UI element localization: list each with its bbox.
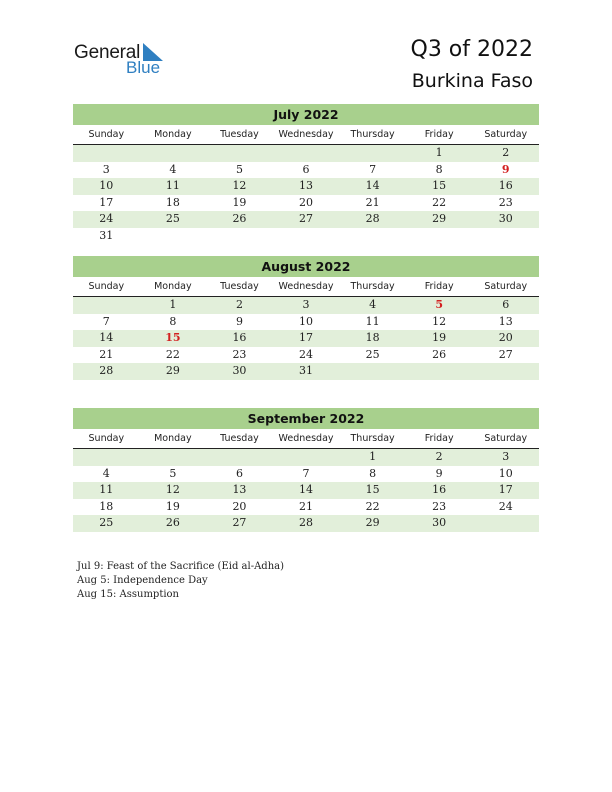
day-cell: 13 [299, 179, 314, 192]
week-row [73, 499, 539, 516]
day-cell: 30 [232, 364, 247, 377]
day-cell [140, 145, 207, 162]
weekday-label: Thursday [350, 129, 395, 140]
weekday-label: Sunday [88, 433, 125, 444]
day-cell [140, 449, 207, 466]
day-cell: 21 [365, 195, 380, 209]
day-cell: 1 [369, 450, 377, 463]
day-cell: 3 [302, 298, 310, 311]
day-cell: 13 [498, 314, 513, 328]
day-cell: 2 [435, 450, 443, 463]
day-cell [472, 515, 539, 532]
day-cell: 1 [169, 298, 177, 311]
day-cell: 11 [365, 314, 380, 328]
week-row [73, 466, 539, 483]
day-cell: 6 [235, 466, 243, 480]
day-cell: 28 [99, 364, 114, 377]
day-cell: 7 [102, 314, 110, 328]
day-cell: 27 [299, 212, 314, 225]
day-cell: 6 [502, 298, 510, 311]
month-calendar-september [73, 408, 539, 532]
month-calendar-july [73, 104, 539, 244]
logo-text-blue: Blue [126, 58, 161, 77]
week-row [73, 145, 539, 162]
day-cell [339, 228, 406, 245]
day-cell: 20 [299, 195, 314, 209]
logo-text-general: General [74, 42, 141, 63]
day-cell: 16 [498, 179, 513, 192]
day-cell: 22 [365, 499, 380, 513]
day-cell: 15 [365, 483, 380, 496]
day-cell: 23 [232, 347, 247, 361]
page-title: Q3 of 2022 [410, 37, 533, 62]
day-cell: 29 [432, 212, 447, 225]
day-cell: 21 [99, 347, 114, 361]
day-cell: 13 [232, 483, 247, 496]
day-cell: 2 [502, 146, 510, 159]
weekday-label: Tuesday [220, 129, 259, 140]
day-cell: 17 [498, 483, 513, 496]
day-cell: 2 [235, 298, 243, 311]
day-cell: 28 [365, 212, 380, 225]
holiday-day-cell: 9 [501, 162, 510, 176]
day-cell: 24 [299, 347, 314, 361]
day-cell [406, 363, 473, 380]
day-cell: 4 [169, 162, 177, 176]
weekday-label: Wednesday [278, 281, 334, 292]
day-cell [206, 145, 273, 162]
day-cell [406, 228, 473, 245]
day-cell: 19 [165, 499, 180, 513]
weekday-label: Sunday [88, 281, 125, 292]
day-cell: 8 [435, 162, 443, 176]
day-cell [339, 363, 406, 380]
day-cell: 22 [432, 195, 447, 209]
day-cell [73, 297, 140, 314]
week-row [73, 330, 539, 347]
week-row [73, 228, 539, 245]
day-cell: 7 [369, 162, 377, 176]
day-cell: 27 [232, 516, 247, 529]
weekday-label: Monday [154, 281, 192, 292]
day-cell: 19 [232, 195, 247, 209]
day-cell: 12 [232, 179, 247, 192]
day-cell: 14 [299, 483, 314, 496]
day-cell: 3 [102, 162, 110, 176]
day-cell: 31 [99, 228, 114, 242]
weekday-label: Saturday [484, 281, 528, 292]
day-cell: 14 [365, 179, 380, 192]
day-cell: 9 [235, 314, 243, 328]
week-row [73, 314, 539, 331]
day-cell: 30 [498, 212, 513, 225]
day-cell [472, 228, 539, 245]
day-cell: 25 [165, 212, 180, 225]
day-cell [73, 145, 140, 162]
week-row [73, 211, 539, 228]
weekday-label: Saturday [484, 129, 528, 140]
day-cell: 3 [502, 450, 510, 463]
week-row [73, 178, 539, 195]
day-cell: 5 [169, 466, 177, 480]
day-cell [339, 145, 406, 162]
day-cell: 28 [299, 516, 314, 529]
day-cell: 30 [432, 516, 447, 529]
day-cell: 11 [99, 483, 114, 496]
week-row [73, 363, 539, 380]
day-cell [273, 228, 340, 245]
holiday-note: Aug 15: Assumption [77, 589, 180, 600]
day-cell: 10 [299, 314, 314, 328]
week-row [73, 297, 539, 314]
weekday-label: Wednesday [278, 129, 334, 140]
holiday-day-cell: 15 [165, 331, 181, 344]
day-cell [73, 449, 140, 466]
day-cell: 21 [299, 499, 314, 513]
day-cell: 10 [99, 179, 114, 192]
day-cell: 20 [498, 331, 513, 344]
week-row [73, 449, 539, 466]
weekday-label: Friday [424, 433, 454, 444]
day-cell [140, 228, 207, 245]
holiday-notes [77, 560, 284, 602]
weekday-label: Tuesday [220, 433, 259, 444]
day-cell: 8 [369, 466, 377, 480]
day-cell: 26 [165, 516, 180, 529]
day-cell: 5 [235, 162, 243, 176]
weekday-header-row [73, 430, 539, 449]
weekday-label: Monday [154, 129, 192, 140]
day-cell: 26 [432, 347, 447, 361]
day-cell: 24 [498, 499, 513, 513]
month-calendar-august [73, 256, 539, 380]
weekday-label: Friday [424, 129, 454, 140]
weekday-label: Thursday [350, 433, 395, 444]
day-cell: 10 [498, 466, 513, 480]
holiday-note: Jul 9: Feast of the Sacrifice (Eid al-Adha) [77, 561, 284, 572]
day-cell: 17 [299, 331, 314, 344]
holiday-day-cell: 5 [435, 298, 443, 311]
day-cell [206, 449, 273, 466]
day-cell: 9 [435, 466, 443, 480]
day-cell: 31 [299, 364, 314, 377]
day-cell [273, 145, 340, 162]
day-cell: 4 [369, 298, 377, 311]
day-cell: 25 [365, 347, 380, 361]
day-cell: 20 [232, 499, 247, 513]
weekday-header-row [73, 126, 539, 145]
day-cell: 18 [99, 499, 114, 513]
day-cell: 11 [165, 179, 180, 192]
week-row [73, 162, 539, 179]
day-cell: 25 [99, 516, 114, 529]
week-row [73, 482, 539, 499]
day-cell: 24 [99, 212, 114, 225]
country-name: Burkina Faso [411, 70, 533, 92]
day-cell: 23 [498, 195, 513, 209]
day-cell: 12 [432, 314, 447, 328]
day-cell: 18 [165, 195, 180, 209]
weekday-label: Thursday [350, 281, 395, 292]
day-cell: 6 [302, 162, 310, 176]
day-cell: 8 [169, 314, 177, 328]
day-cell: 1 [435, 146, 443, 159]
weekday-label: Tuesday [220, 281, 259, 292]
weekday-label: Wednesday [278, 433, 334, 444]
day-cell: 26 [232, 212, 247, 225]
day-cell: 7 [302, 466, 310, 480]
day-cell: 4 [102, 466, 110, 480]
day-cell [273, 449, 340, 466]
day-cell: 19 [432, 331, 447, 344]
month-title: July 2022 [73, 104, 539, 125]
day-cell: 16 [232, 331, 247, 344]
weekday-label: Saturday [484, 433, 528, 444]
day-cell: 29 [365, 516, 380, 529]
week-row [73, 195, 539, 212]
day-cell: 23 [432, 499, 447, 513]
day-cell [206, 228, 273, 245]
brand-logo [74, 42, 184, 78]
day-cell: 12 [165, 483, 180, 496]
week-row [73, 515, 539, 532]
weekday-header-row [73, 278, 539, 297]
month-title: August 2022 [73, 256, 539, 277]
day-cell: 14 [99, 331, 114, 344]
month-title: September 2022 [73, 408, 539, 429]
day-cell: 17 [99, 195, 114, 209]
weekday-label: Monday [154, 433, 192, 444]
day-cell [472, 363, 539, 380]
day-cell: 22 [165, 347, 180, 361]
day-cell: 15 [432, 179, 447, 192]
day-cell: 18 [365, 331, 380, 344]
holiday-note: Aug 5: Independence Day [77, 575, 208, 586]
weekday-label: Friday [424, 281, 454, 292]
day-cell: 16 [432, 483, 447, 496]
week-row [73, 347, 539, 364]
day-cell: 29 [165, 364, 180, 377]
weekday-label: Sunday [88, 129, 125, 140]
day-cell: 27 [498, 347, 513, 361]
